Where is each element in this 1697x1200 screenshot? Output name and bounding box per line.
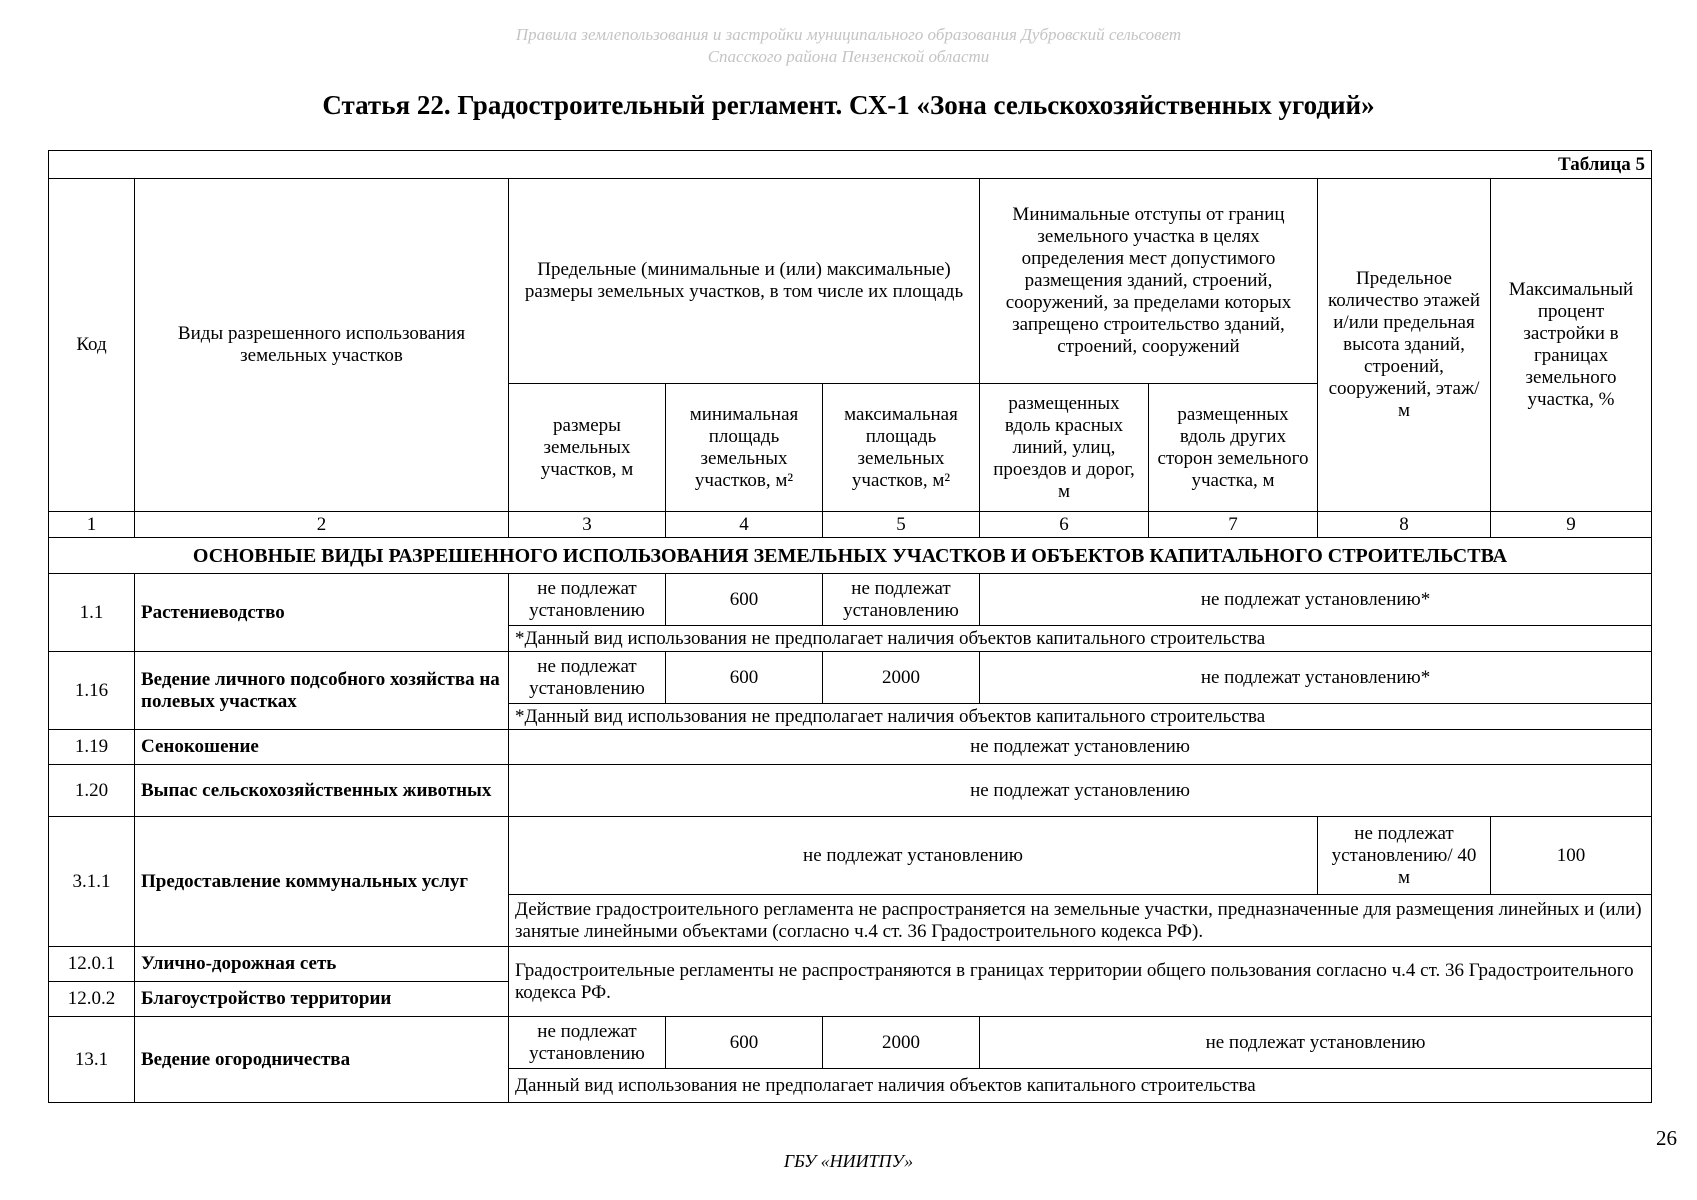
col-num-8: 8 bbox=[1318, 512, 1491, 538]
table-caption-row bbox=[49, 151, 1652, 179]
header-sizes-group: Предельные (минимальные и (или) максимальные) размеры земельных участков, в том числе их площадь bbox=[509, 179, 980, 384]
row-code: 1.20 bbox=[49, 765, 135, 817]
row-min-area: 600 bbox=[666, 1017, 823, 1069]
row-note: *Данный вид использования не предполагает наличия объектов капитального строительства bbox=[509, 704, 1652, 730]
header-note-line2: Спасского района Пензенской области bbox=[707, 47, 990, 66]
table-row bbox=[49, 1017, 1652, 1069]
table-row bbox=[49, 947, 1652, 982]
row-code: 13.1 bbox=[49, 1017, 135, 1103]
row-note: Действие градостроительного регламента не распространяется на земельные участки, предназначенные для размещения линейных и (или) занятые линейными объектами (согласно ч.4 ст. 36 Градостроительного кодекса РФ). bbox=[509, 895, 1652, 947]
col-num-3: 3 bbox=[509, 512, 666, 538]
col-num-4: 4 bbox=[666, 512, 823, 538]
row-min-area: 600 bbox=[666, 652, 823, 704]
table-name: Таблица 5 bbox=[49, 151, 1652, 179]
section-title: ОСНОВНЫЕ ВИДЫ РАЗРЕШЕННОГО ИСПОЛЬЗОВАНИЯ ЗЕМЕЛЬНЫХ УЧАСТКОВ И ОБЪЕКТОВ КАПИТАЛЬНОГО СТРОИТЕЛЬСТВА bbox=[49, 538, 1652, 574]
header-sub-red-lines: размещенных вдоль красных линий, улиц, проездов и дорог, м bbox=[980, 384, 1149, 512]
row-code: 12.0.1 bbox=[49, 947, 135, 982]
header-code: Код bbox=[49, 179, 135, 512]
footer-org: ГБУ «НИИТПУ» bbox=[783, 1151, 914, 1171]
row-name: Выпас сельскохозяйственных животных bbox=[135, 765, 509, 817]
row-name: Благоустройство территории bbox=[135, 982, 509, 1017]
article-title: Статья 22. Градостроительный регламент. СХ-1 «Зона сельскохозяйственных угодий» bbox=[322, 90, 1375, 120]
header-max-percent: Максимальный процент застройки в границах земельного участка, % bbox=[1491, 179, 1652, 512]
row-sizes: не подлежат установлению bbox=[509, 574, 666, 626]
col-num-5: 5 bbox=[823, 512, 980, 538]
row-code: 3.1.1 bbox=[49, 817, 135, 947]
row-floors: не подлежат установлению/ 40 м bbox=[1318, 817, 1491, 895]
row-name: Ведение личного подсобного хозяйства на полевых участках bbox=[135, 652, 509, 730]
col-num-9: 9 bbox=[1491, 512, 1652, 538]
row-code: 1.16 bbox=[49, 652, 135, 730]
section-title-row bbox=[49, 538, 1652, 574]
row-rest: не подлежат установлению* bbox=[980, 652, 1652, 704]
row-code: 12.0.2 bbox=[49, 982, 135, 1017]
row-note: *Данный вид использования не предполагает наличия объектов капитального строительства bbox=[509, 626, 1652, 652]
header-sub-other-sides: размещенных вдоль других сторон земельного участка, м bbox=[1149, 384, 1318, 512]
page-number: 26 bbox=[1656, 1126, 1677, 1150]
row-max-area: не подлежат установлению bbox=[823, 574, 980, 626]
header-sub-min-area: минимальная площадь земельных участков, м² bbox=[666, 384, 823, 512]
header-row-1 bbox=[49, 179, 1652, 384]
column-number-row bbox=[49, 512, 1652, 538]
row-percent: 100 bbox=[1491, 817, 1652, 895]
header-note-line1: Правила землепользования и застройки муниципального образования Дубровский сельсовет bbox=[515, 25, 1182, 44]
row-sizes: не подлежат установлению bbox=[509, 652, 666, 704]
col-num-2: 2 bbox=[135, 512, 509, 538]
col-num-1: 1 bbox=[49, 512, 135, 538]
row-name: Сенокошение bbox=[135, 730, 509, 765]
row-all: не подлежат установлению bbox=[509, 730, 1652, 765]
row-name: Улично-дорожная сеть bbox=[135, 947, 509, 982]
row-code: 1.19 bbox=[49, 730, 135, 765]
header-floors: Предельное количество этажей и/или предельная высота зданий, строений, сооружений, этаж/м bbox=[1318, 179, 1491, 512]
row-note: Данный вид использования не предполагает наличия объектов капитального строительства bbox=[509, 1069, 1652, 1103]
row-code: 1.1 bbox=[49, 574, 135, 652]
row-max-area: 2000 bbox=[823, 1017, 980, 1069]
table-row bbox=[49, 817, 1652, 895]
row-sizes: не подлежат установлению bbox=[509, 1017, 666, 1069]
row-name: Ведение огородничества bbox=[135, 1017, 509, 1103]
col-num-6: 6 bbox=[980, 512, 1149, 538]
row-min-area: 600 bbox=[666, 574, 823, 626]
row-note: Градостроительные регламенты не распространяются в границах территории общего пользования согласно ч.4 ст. 36 Градостроительного кодекса РФ. bbox=[509, 947, 1652, 1017]
table-row bbox=[49, 574, 1652, 626]
row-all: не подлежат установлению bbox=[509, 765, 1652, 817]
regulation-table bbox=[48, 150, 1652, 1103]
header-sub-sizes: размеры земельных участков, м bbox=[509, 384, 666, 512]
header-use-types: Виды разрешенного использования земельных участков bbox=[135, 179, 509, 512]
row-rest: не подлежат установлению* bbox=[980, 574, 1652, 626]
document-header-note bbox=[0, 24, 1697, 68]
row-max-area: 2000 bbox=[823, 652, 980, 704]
table-row bbox=[49, 765, 1652, 817]
row-name: Растениеводство bbox=[135, 574, 509, 652]
table-row bbox=[49, 652, 1652, 704]
row-cols-3-7: не подлежат установлению bbox=[509, 817, 1318, 895]
table-row bbox=[49, 730, 1652, 765]
header-sub-max-area: максимальная площадь земельных участков, м² bbox=[823, 384, 980, 512]
row-name: Предоставление коммунальных услуг bbox=[135, 817, 509, 947]
row-rest: не подлежат установлению bbox=[980, 1017, 1652, 1069]
header-setbacks-group: Минимальные отступы от границ земельного участка в целях определения мест допустимого размещения зданий, строений, сооружений, за пределами которых запрещено строительство зданий, строений, сооружений bbox=[980, 179, 1318, 384]
col-num-7: 7 bbox=[1149, 512, 1318, 538]
